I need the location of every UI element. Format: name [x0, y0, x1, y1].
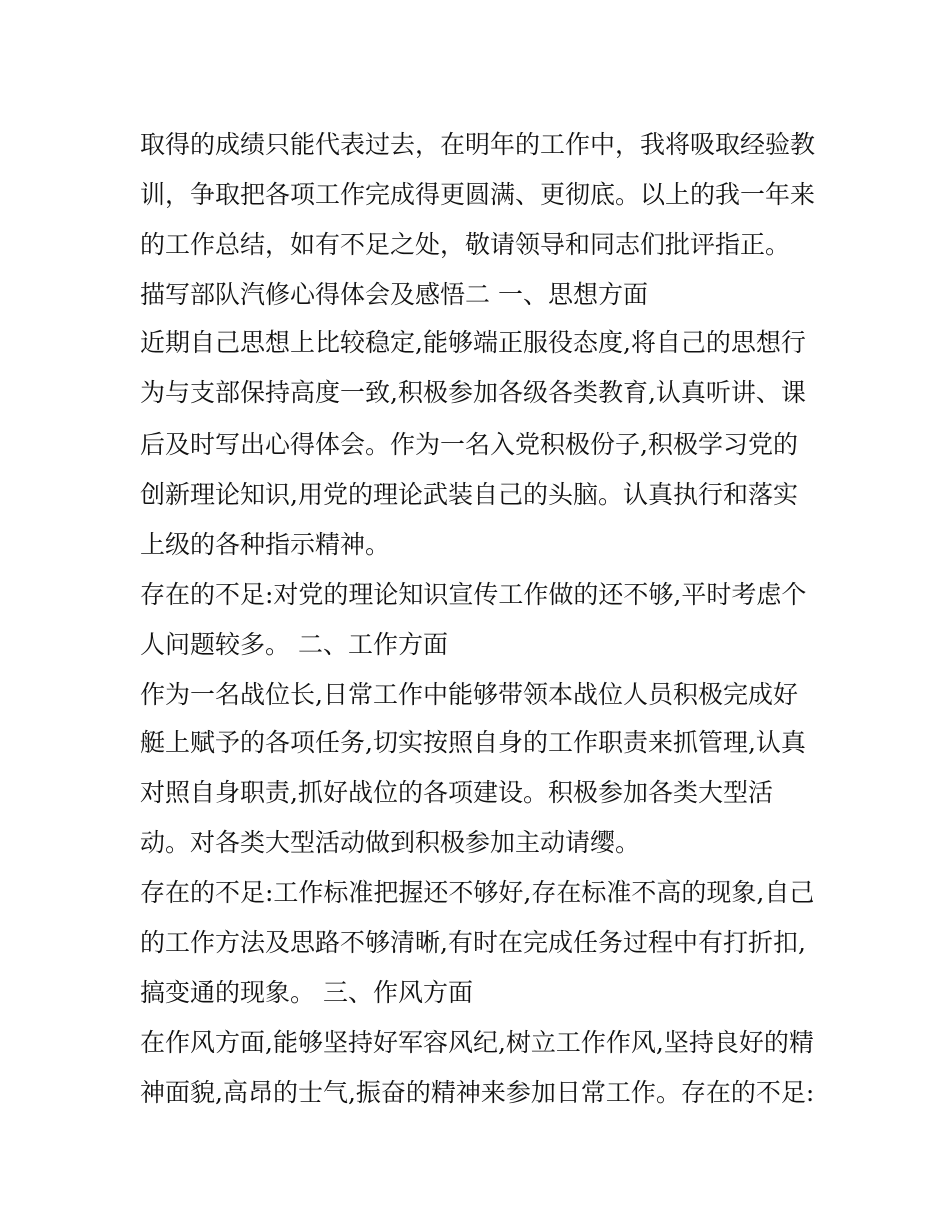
text-line: 近期自己思想上比较稳定,能够端正服役态度,将自己的思想行	[140, 328, 806, 357]
text-line: 人问题较多。 二、工作方面	[140, 630, 448, 659]
text-line: 艇上赋予的各项任务,切实按照自身的工作职责来抓管理,认真	[140, 728, 806, 757]
text-line: 训，争取把各项工作完成得更圆满、更彻底。以上的我一年来	[140, 180, 816, 209]
text-line: 描写部队汽修心得体会及感悟二 一、思想方面	[140, 280, 648, 309]
text-line: 取得的成绩只能代表过去，在明年的工作中，我将吸取经验教	[140, 130, 816, 159]
text-line: 后及时写出心得体会。作为一名入党积极份子,积极学习党的	[140, 430, 798, 459]
text-line: 动。对各类大型活动做到积极参加主动请缨。	[140, 828, 641, 857]
text-line: 对照自身职责,抓好战位的各项建设。积极参加各类大型活	[140, 778, 773, 807]
text-line: 创新理论知识,用党的理论武装自己的头脑。认真执行和落实	[140, 480, 798, 509]
text-line: 的工作方法及思路不够清晰,有时在完成任务过程中有打折扣,	[140, 928, 806, 957]
text-line: 作为一名战位长,日常工作中能够带领本战位人员积极完成好	[140, 680, 798, 709]
text-line: 在作风方面,能够坚持好军容风纪,树立工作作风,坚持良好的精	[140, 1028, 814, 1057]
text-line: 神面貌,高昂的士气,振奋的精神来参加日常工作。存在的不足:	[140, 1078, 815, 1107]
text-line: 存在的不足:工作标准把握还不够好,存在标准不高的现象,自己	[140, 878, 815, 907]
text-line: 的工作总结，如有不足之处，敬请领导和同志们批评指正。	[140, 230, 791, 259]
text-line: 上级的各种指示精神。	[140, 530, 391, 559]
text-line: 为与支部保持高度一致,积极参加各级各类教育,认真听讲、课	[140, 378, 806, 407]
text-line: 搞变通的现象。 三、作风方面	[140, 978, 473, 1007]
text-line: 存在的不足:对党的理论知识宣传工作做的还不够,平时考虑个	[140, 580, 807, 609]
